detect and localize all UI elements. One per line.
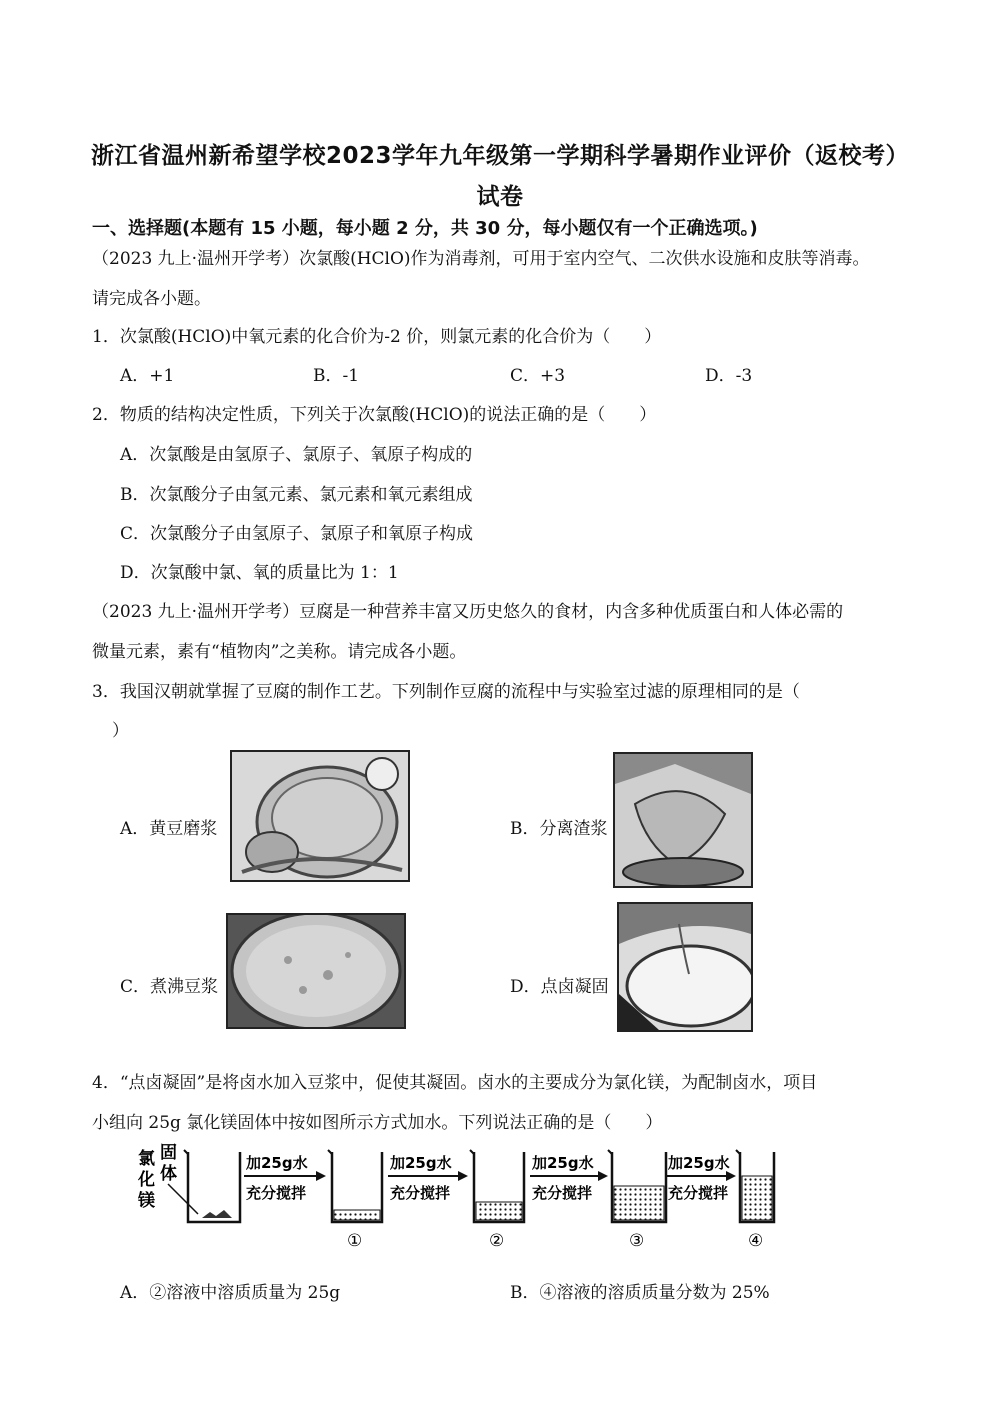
soybean-grinding-photo	[230, 750, 410, 882]
beaker-4	[736, 1150, 774, 1251]
q4-option-b: B．④溶液的溶质质量分数为 25%	[510, 1283, 770, 1303]
dissolution-diagram	[128, 1142, 778, 1258]
svg-text:③: ③	[629, 1231, 645, 1251]
q3-stem-line2: ）	[112, 721, 129, 741]
process-arrow	[388, 1154, 468, 1202]
q1-option-d: D．-3	[705, 366, 753, 386]
q3-option-a: A．黄豆磨浆	[120, 819, 218, 839]
q3-option-d: D．点卤凝固	[510, 977, 609, 997]
separating-residue-photo	[613, 752, 753, 888]
diagram-label-char: 镁	[138, 1191, 155, 1211]
q2-option-b: B．次氯酸分子由氢元素、氯元素和氧元素组成	[120, 485, 473, 505]
svg-text:充分搅拌: 充分搅拌	[668, 1184, 729, 1202]
q1-option-c: C．+3	[510, 366, 566, 386]
svg-text:②: ②	[489, 1231, 505, 1251]
diagram-label-char: 体	[160, 1164, 177, 1184]
beaker-2	[470, 1150, 524, 1251]
q4-option-a: A．②溶液中溶质质量为 25g	[120, 1283, 341, 1303]
svg-text:充分搅拌: 充分搅拌	[390, 1184, 451, 1202]
q1-option-a: A．+1	[120, 366, 175, 386]
process-arrow	[530, 1154, 608, 1202]
svg-text:充分搅拌: 充分搅拌	[532, 1184, 593, 1202]
q3-option-b: B．分离渣浆	[510, 819, 608, 839]
q2-stem: 2．物质的结构决定性质，下列关于次氯酸(HClO)的说法正确的是（ ）	[92, 405, 657, 425]
svg-text:加25g水: 加25g水	[668, 1154, 730, 1172]
beaker-3	[608, 1150, 666, 1251]
svg-text:加25g水: 加25g水	[532, 1154, 594, 1172]
svg-text:加25g水: 加25g水	[246, 1154, 308, 1172]
intro2-line2: 微量元素，素有“植物肉”之美称。请完成各小题。	[92, 642, 467, 662]
q2-option-a: A．次氯酸是由氢原子、氯原子、氧原子构成的	[120, 445, 473, 465]
adding-brine-photo	[617, 902, 753, 1032]
q4-stem-line1: 4．“点卤凝固”是将卤水加入豆浆中，促使其凝固。卤水的主要成分为氯化镁，为配制卤水，项目	[92, 1073, 818, 1093]
svg-text:加25g水: 加25g水	[390, 1154, 452, 1172]
diagram-label-char: 氯	[138, 1149, 155, 1169]
diagram-label-char: 固	[160, 1143, 177, 1163]
intro1-line1: （2023 九上·温州开学考）次氯酸(HClO)作为消毒剂，可用于室内空气、二次供水设施和皮肤等消毒。	[92, 249, 870, 269]
intro2-line1: （2023 九上·温州开学考）豆腐是一种营养丰富又历史悠久的食材，内含多种优质蛋白和人体必需的	[92, 602, 844, 622]
section-heading: 一、选择题(本题有 15 小题，每小题 2 分，共 30 分，每小题仅有一个正确选项。)	[92, 218, 758, 239]
q4-stem-line2: 小组向 25g 氯化镁固体中按如图所示方式加水。下列说法正确的是（ ）	[92, 1113, 663, 1133]
beaker-initial	[184, 1150, 240, 1222]
beaker-1	[328, 1150, 382, 1251]
process-arrow	[666, 1154, 736, 1202]
intro1-line2: 请完成各小题。	[92, 289, 211, 309]
svg-text:充分搅拌: 充分搅拌	[246, 1184, 307, 1202]
q2-option-d: D．次氯酸中氯、氧的质量比为 1：1	[120, 563, 399, 583]
exam-title-line1: 浙江省温州新希望学校2023学年九年级第一学期科学暑期作业评价（返校考）	[90, 143, 909, 169]
q2-option-c: C．次氯酸分子由氢原子、氯原子和氧原子构成	[120, 524, 474, 544]
q1-option-b: B．-1	[313, 366, 360, 386]
process-arrow	[244, 1154, 326, 1202]
q1-stem: 1．次氯酸(HClO)中氧元素的化合价为-2 价，则氯元素的化合价为（ ）	[92, 327, 662, 347]
diagram-label-char: 化	[138, 1170, 155, 1190]
exam-title-line2: 试卷	[476, 184, 524, 210]
q3-option-c: C．煮沸豆浆	[120, 977, 219, 997]
q3-stem-line1: 3．我国汉朝就掌握了豆腐的制作工艺。下列制作豆腐的流程中与实验室过滤的原理相同的是（	[92, 682, 800, 702]
svg-text:①: ①	[347, 1231, 363, 1251]
boiling-soymilk-photo	[226, 913, 406, 1029]
svg-text:④: ④	[748, 1231, 764, 1251]
